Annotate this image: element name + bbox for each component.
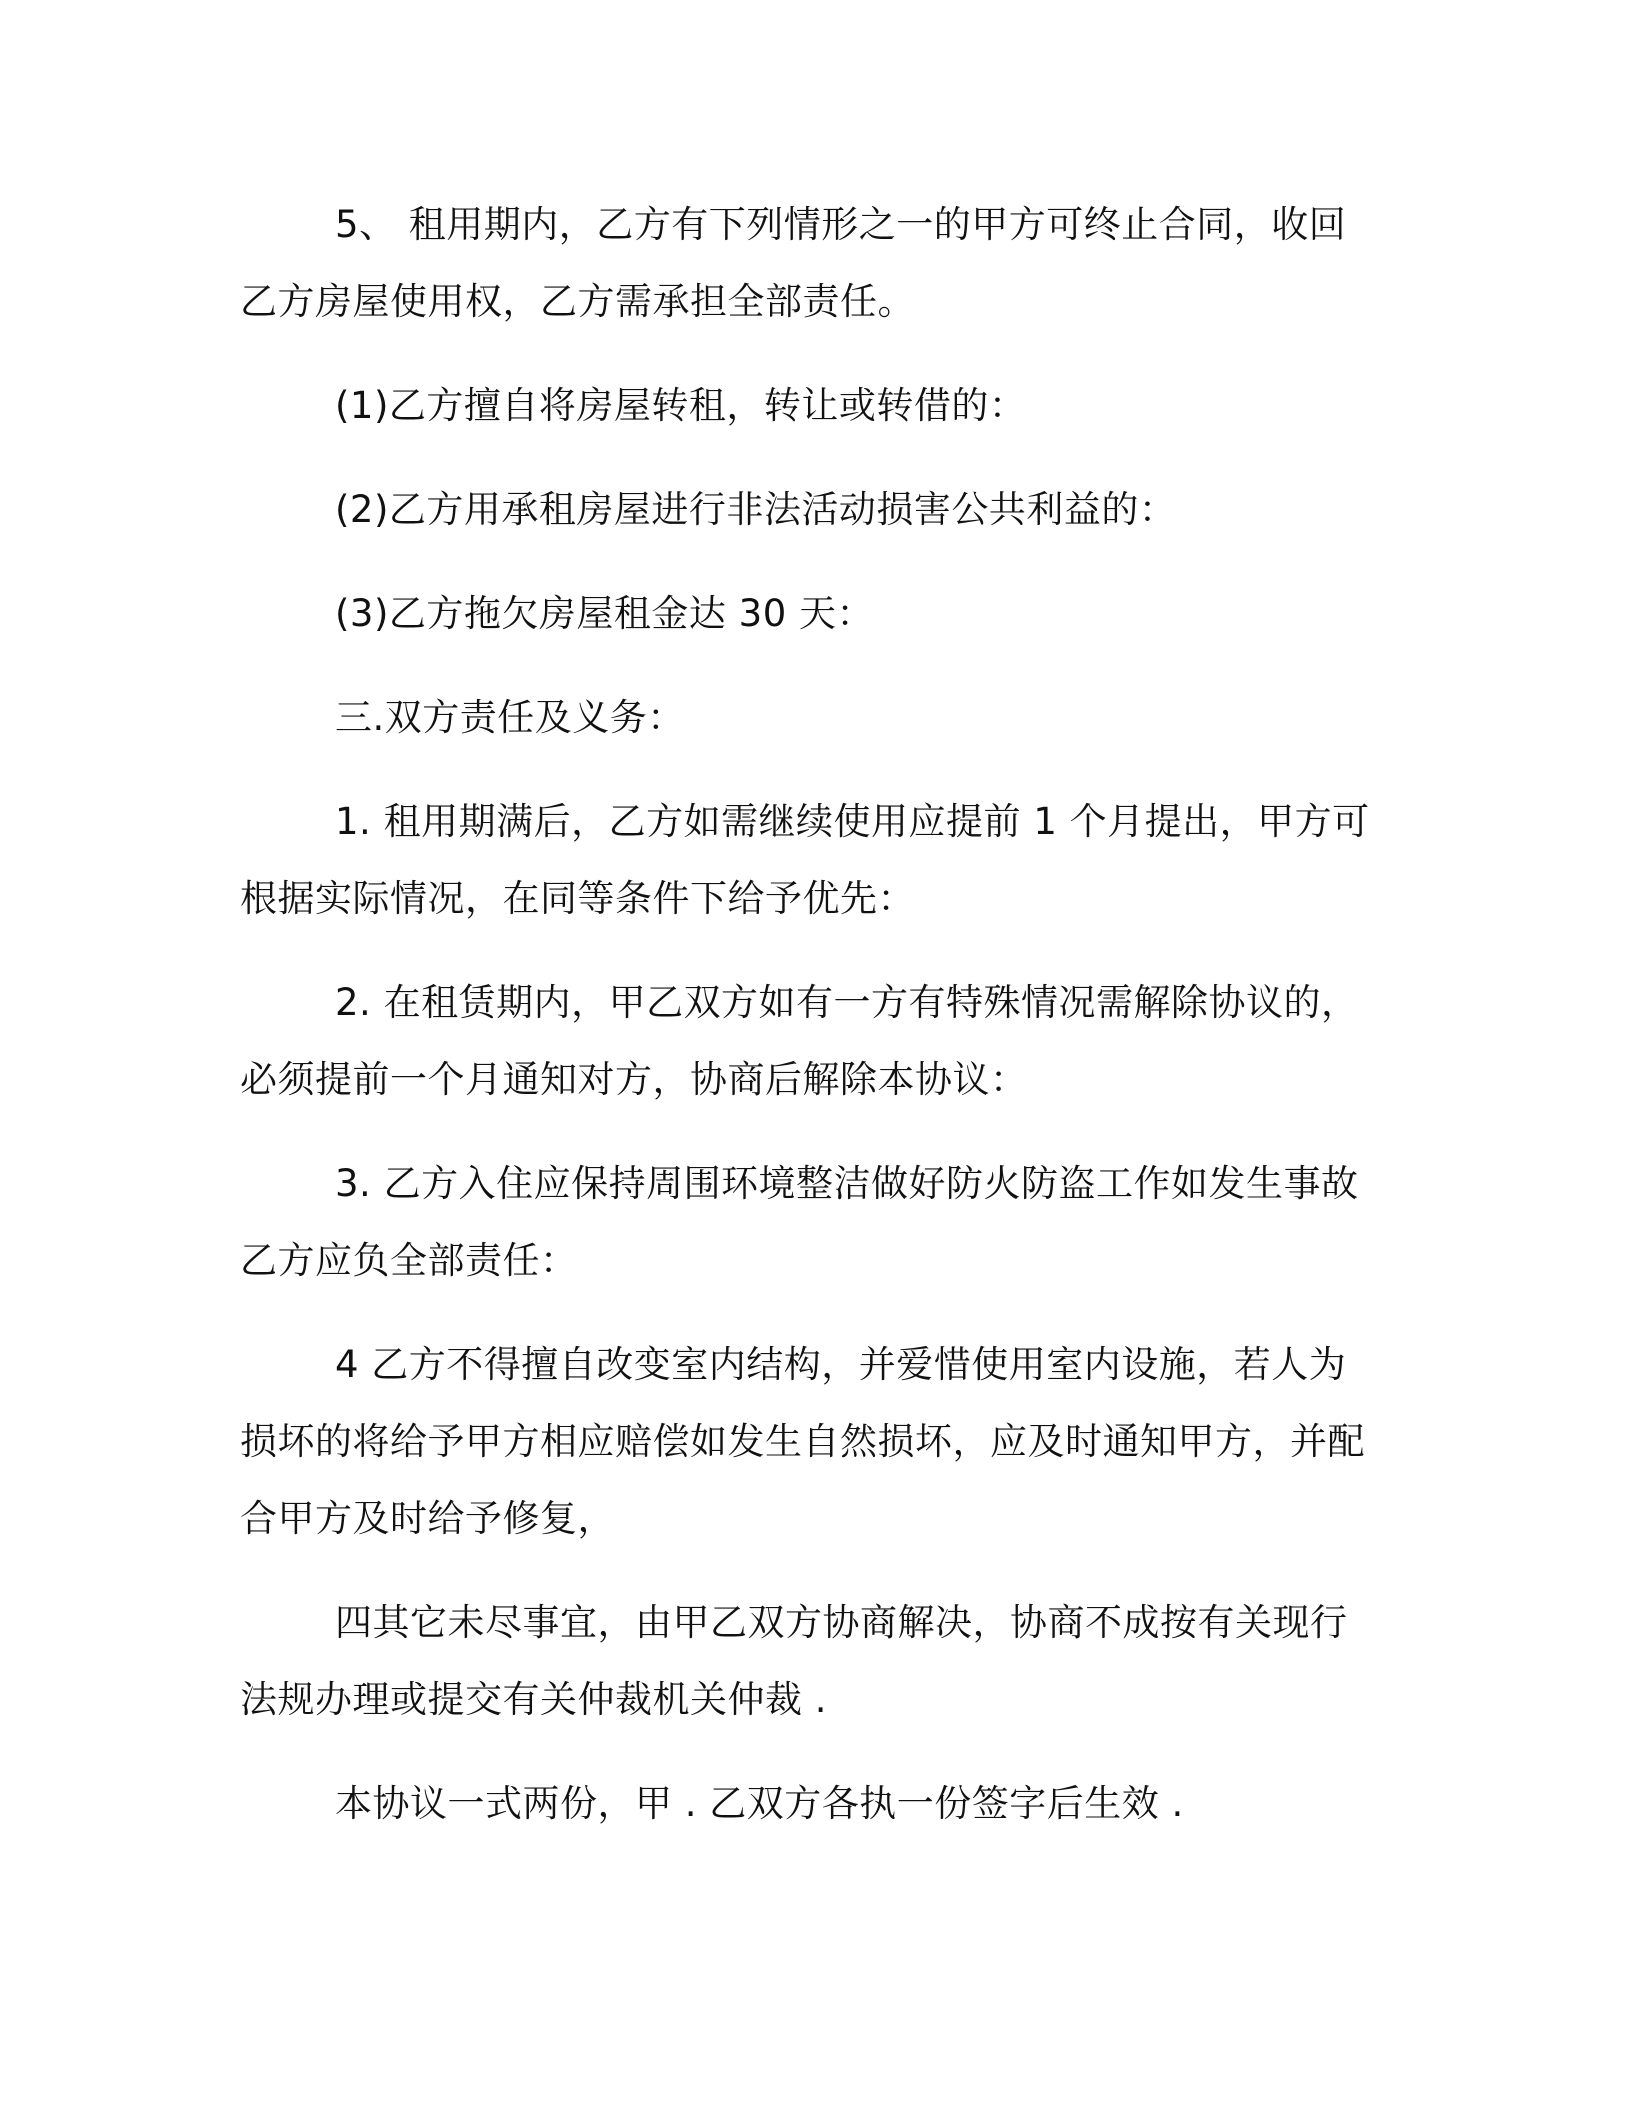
paragraph-item-3: (3)乙方拖欠房屋租金达 30 天： [335, 592, 875, 635]
paragraph-duty-1: 1. 租用期满后，乙方如需继续使用应提前 1 个月提出，甲方可根据实际情况，在同等条件下给予优先： [240, 800, 1370, 920]
document-body [240, 186, 1380, 1842]
paragraph-duty-4: 4 乙方不得擅自改变室内结构，并爱惜使用室内设施，若人为损坏的将给予甲方相应赔偿如发生自然损坏，应及时通知甲方，并配合甲方及时给予修复， [240, 1343, 1365, 1540]
paragraph-item-2: (2)乙方用承租房屋进行非法活动损害公共利益的： [335, 488, 1177, 531]
section-heading-responsibilities: 三.双方责任及义务： [335, 696, 685, 739]
paragraph-duty-3: 3. 乙方入住应保持周围环境整洁做好防火防盗工作如发生事故乙方应负全部责任： [240, 1162, 1359, 1282]
paragraph-clause-5: 5、 租用期内，乙方有下列情形之一的甲方可终止合同，收回乙方房屋使用权，乙方需承担全部责任。 [240, 203, 1347, 323]
paragraph-other-matters: 四其它未尽事宜，由甲乙双方协商解决，协商不成按有关现行法规办理或提交有关仲裁机关仲裁 . [240, 1601, 1348, 1721]
paragraph-duty-2: 2. 在租赁期内，甲乙双方如有一方有特殊情况需解除协议的，必须提前一个月通知对方，协商后解除本协议： [240, 981, 1359, 1101]
paragraph-agreement-copies: 本协议一式两份，甲 . 乙双方各执一份签字后生效 . [335, 1782, 1184, 1825]
paragraph-item-1: (1)乙方擅自将房屋转租，转让或转借的： [335, 384, 1027, 427]
